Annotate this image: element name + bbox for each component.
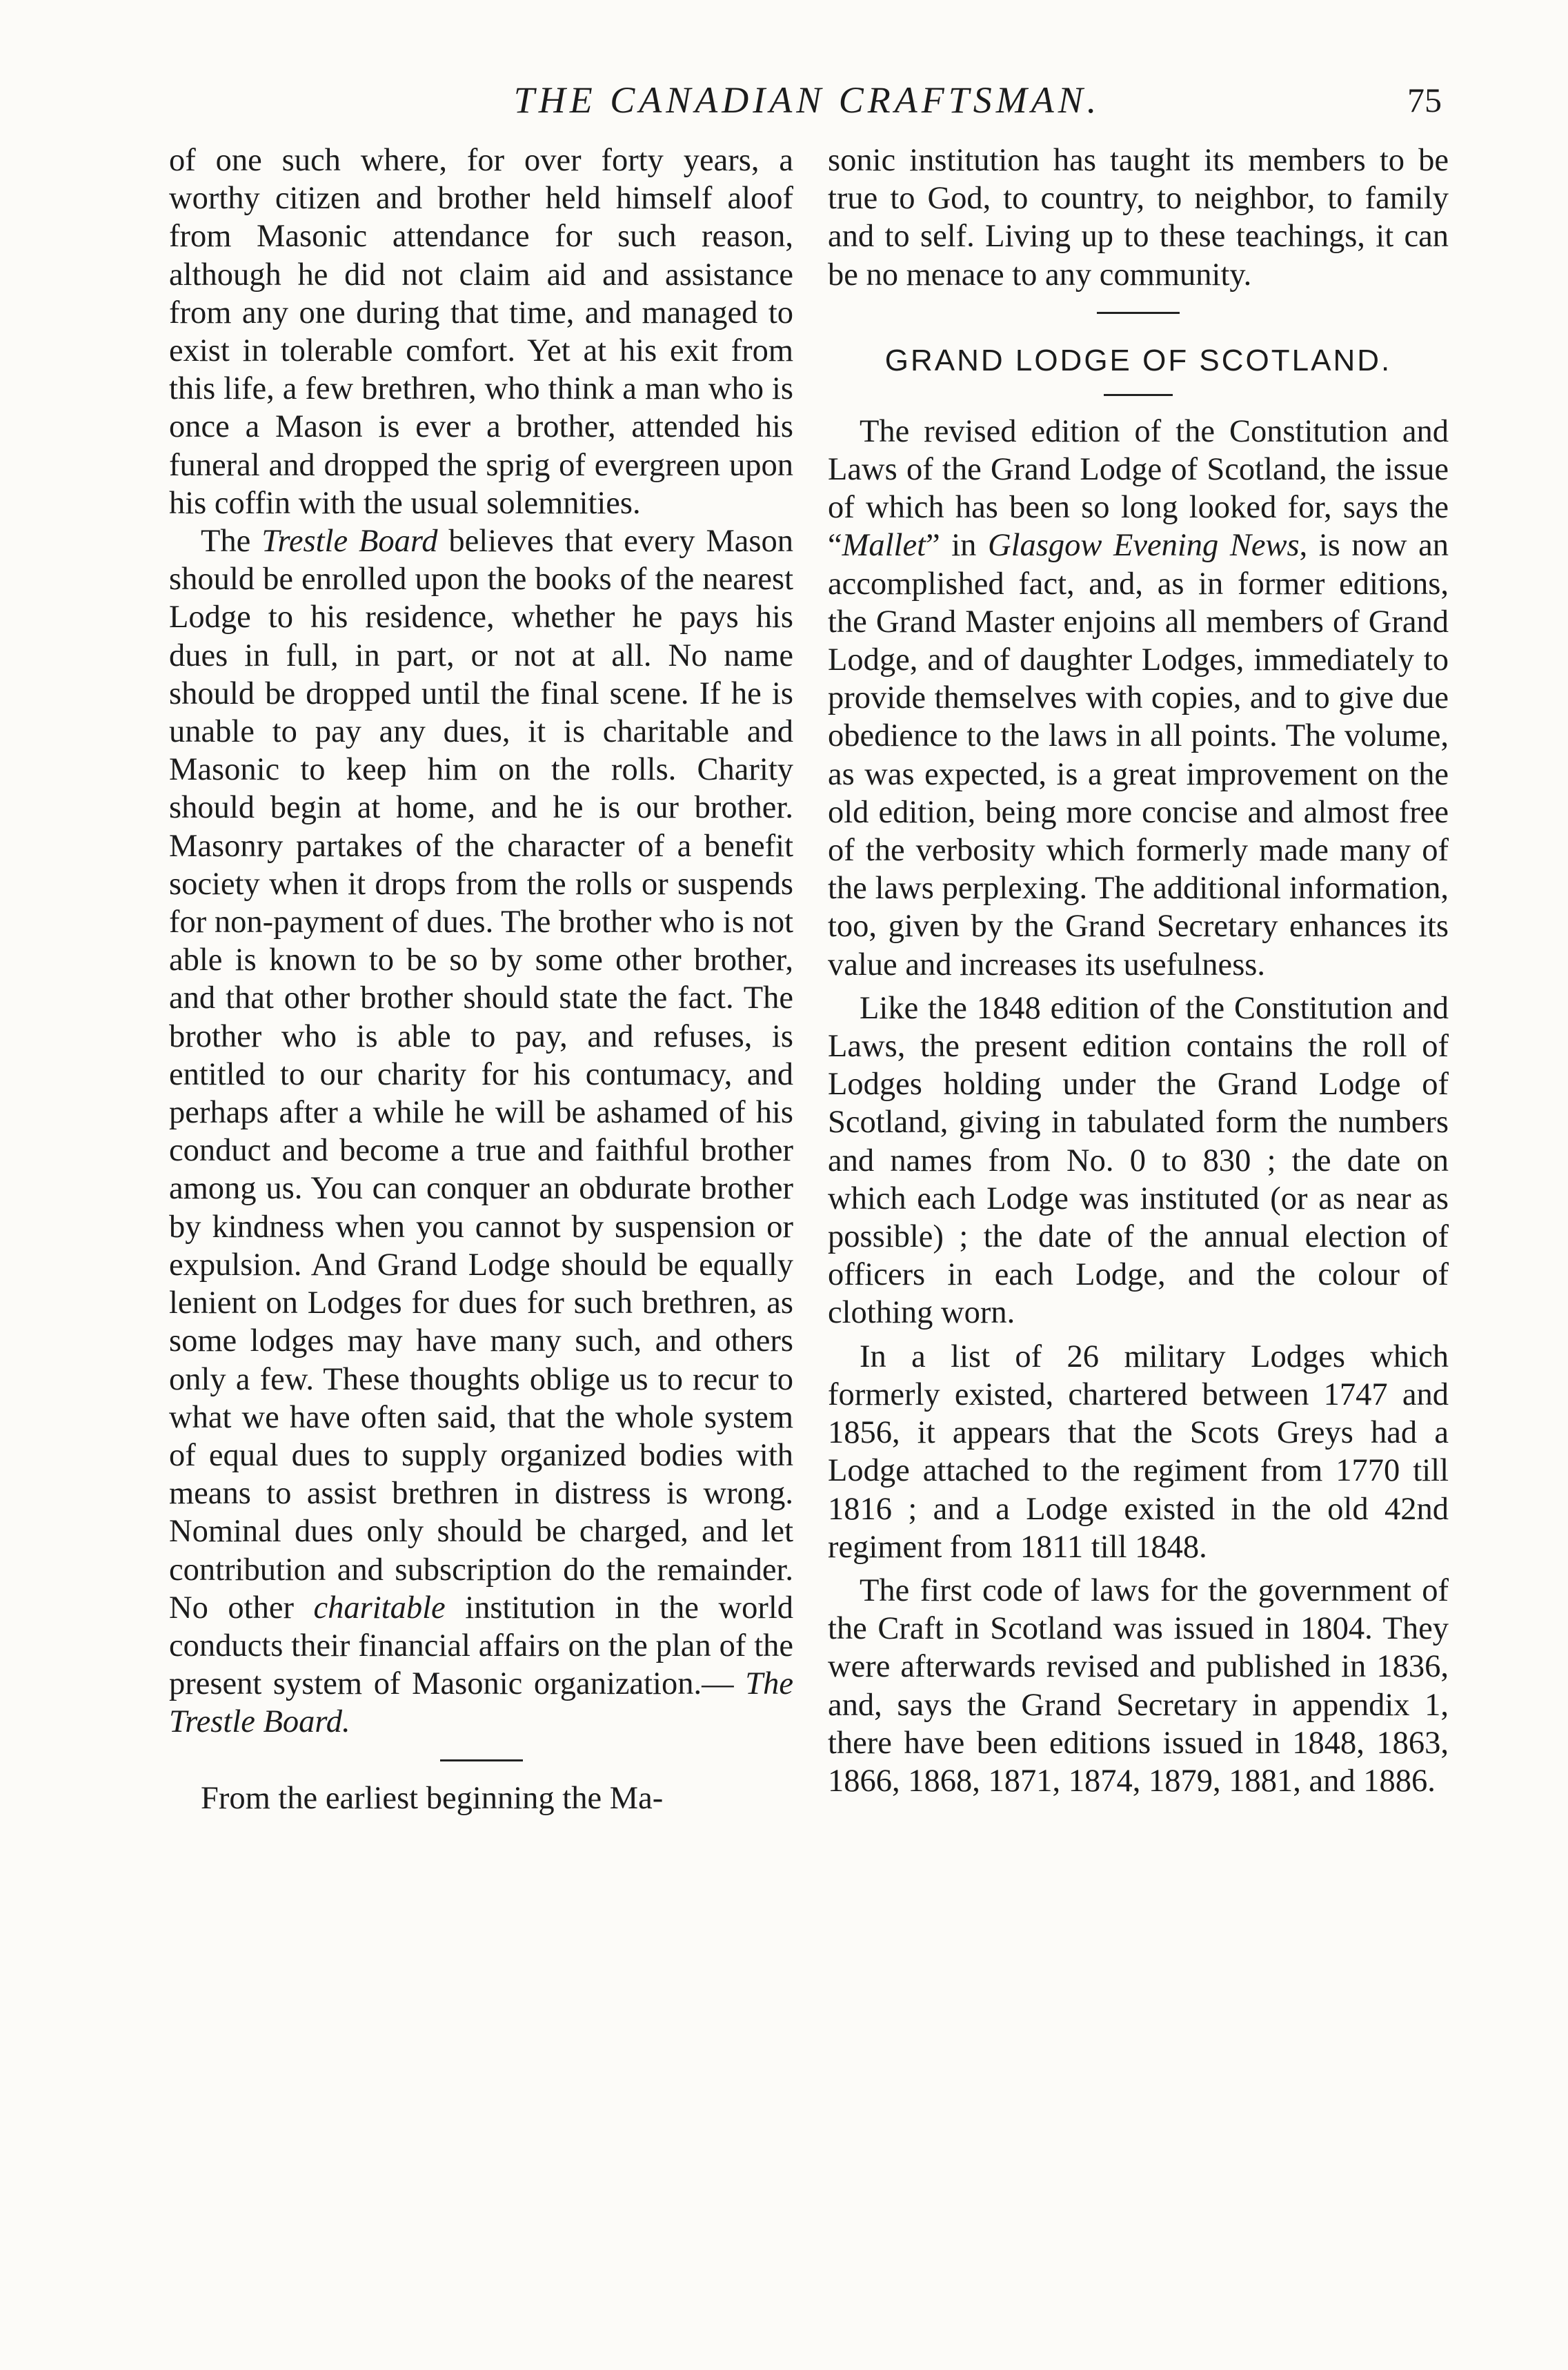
text-run: , is now an accomplished fact, and, as in former editions, the Grand Master enjoins all members of Grand Lodge, and of daughter Lodges, immediately to provide themselves with copies, and to give due obedience to the laws in all points. The volume, as was expected, is a great improvement on the old edition, being more concise and almost free of the verbosity which formerly made many of the laws perplexing. The additional information, too, given by the Grand Secretary enhances its value and increases its usefulness. (828, 528, 1449, 982)
source-attribution: The Trestle Board. (169, 1666, 794, 1740)
page-number: 75 (1407, 81, 1442, 119)
paragraph-trestle-board (169, 522, 793, 1741)
section-divider (440, 1759, 523, 1761)
paragraph-continuation: of one such where, for over forty years, a worthy citizen and brother held himself aloof from Masonic attendance for such reason, although he did not claim aid and assistance from any one during that time, and managed to exist in tolerable comfort. Yet at his exit from this life, a few brethren, who think a man who is once a Mason is ever a brother, attended his funeral and dropped the sprig of evergreen upon his coffin with the usual solemnities. (169, 143, 793, 521)
paragraph-military-lodges: In a list of 26 military Lodges which formerly existed, chartered between 1747 and 1856, it appears that the Scots Greys had a Lodge attached to the regiment from 1770 till 1816 ; and a Lodge existed in the old 42nd regiment from 1811 till 1848. (828, 1339, 1449, 1565)
text-run: The (201, 524, 262, 560)
italic-newspaper: Glasgow Evening News (988, 528, 1300, 564)
running-header (172, 69, 1442, 131)
italic-title: Trestle Board (261, 524, 438, 560)
italic-word: charitable (313, 1590, 446, 1626)
left-column (169, 141, 793, 1817)
paragraph-revised-edition (828, 413, 1449, 984)
heading-underline (1104, 394, 1173, 396)
italic-mallet: Mallet (842, 528, 926, 564)
right-column (828, 141, 1449, 1800)
section-divider (1097, 312, 1180, 314)
paragraph-continuation: sonic institution has taught its members to be true to God, to country, to neighbor, to family and to self. Living up to these teachings, it can be no menace to any community. (828, 143, 1449, 293)
section-heading: GRAND LODGE OF SCOTLAND. (884, 343, 1392, 377)
running-title: THE CANADIAN CRAFTSMAN. (513, 79, 1101, 121)
text-run: institution in the world conducts their financial affairs on the plan of the present system of Masonic organization.— (169, 1590, 794, 1702)
text-run: believes that every Mason should be enrolled upon the books of the nearest Lodge to his residence, whether he pays his dues in full, in part, or not at all. No name should be dropped until the final scene. If he is unable to pay any dues, it is charitable and Masonic to keep him on the rolls. Charity should begin at home, and he is our brother. Masonry partakes of the character of a benefit society when it drops from the rolls or suspends for non-payment of dues. The brother who is not able is known to be so by some other brother, and that other brother should state the fact. The brother who is able to pay, and refuses, is entitled to our charity for his contumacy, and perhaps after a while he will be ashamed of his conduct and become a true and faithful brother among us. You can conquer an obdurate brother by kindness when you cannot by suspension or expulsion. And Grand Lodge should be equally lenient on Lodges for dues for such brethren, as some lodges may have many such, and others only a few. These thoughts oblige us to recur to what we have often said, that the whole system of equal dues to supply organized bodies with means to assist brethren in distress is wrong. Nominal dues only should be charged, and let contribution and subscription do the remainder. No other (169, 524, 794, 1626)
text-run: The revised edition of the Constitution and Laws of the Grand Lodge of Scotland, the issue of which has been so long looked for, says the “ (828, 413, 1449, 564)
text-run: ” in (926, 528, 988, 564)
paragraph-first-code: The first code of laws for the government of the Craft in Scotland was issued in 1804. They were afterwards revised and published in 1836, and, says the Grand Secretary in appendix 1, there have been editions issued in 1848, 1863, 1866, 1868, 1871, 1874, 1879, 1881, and 1886. (828, 1572, 1449, 1799)
paragraph-1848-edition: Like the 1848 edition of the Constitution and Laws, the present edition contains the roll of Lodges holding under the Grand Lodge of Scotland, giving in tabulated form the numbers and names from No. 0 to 830 ; the date on which each Lodge was instituted (or as near as possible) ; the date of the annual election of officers in each Lodge, and the colour of clothing worn. (828, 990, 1449, 1331)
paragraph-masonic-institution: From the earliest beginning the Ma- (201, 1780, 664, 1816)
